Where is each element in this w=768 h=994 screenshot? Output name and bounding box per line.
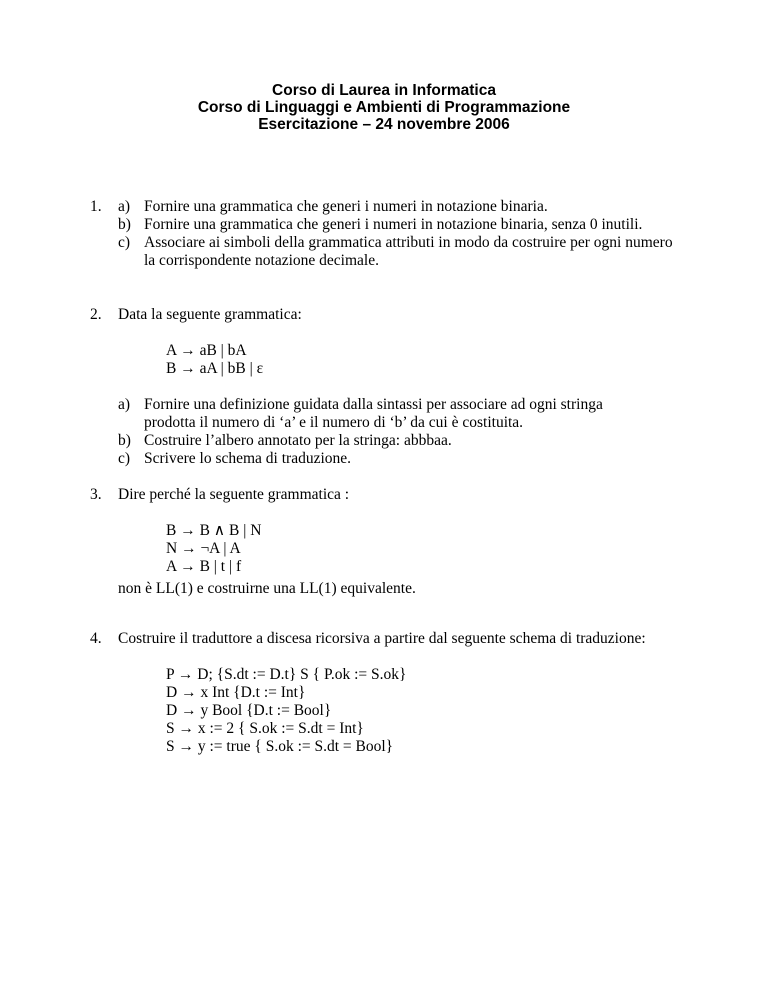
exercise-intro: Costruire il traduttore a discesa ricorsiva a partire dal seguente schema di traduzione: [118, 630, 646, 647]
item-label: c) [118, 450, 131, 467]
item-label: c) [118, 234, 131, 251]
item-label: a) [118, 396, 131, 413]
item-text: Scrivere lo schema di traduzione. [144, 450, 352, 467]
scheme-rule: S → y := true { S.ok := S.dt = Bool} [166, 738, 394, 755]
grammar-rule: B → aA | bB | ε [166, 360, 264, 377]
exercise-number: 1. [90, 198, 102, 215]
exercise-item [118, 234, 674, 270]
course-title: Corso di Laurea in Informatica [272, 82, 496, 99]
exercise-item [118, 216, 698, 234]
item-text: Fornire una definizione guidata dalla sintassi per associare ad ogni stringa prodotta il numero di ‘a’ e il numero di ‘b’ da cui è costituita. [144, 396, 603, 431]
exercise-number: 4. [90, 630, 102, 647]
grammar-rule: A → aB | bA [166, 342, 247, 359]
scheme-rule: D → x Int {D.t := Int} [166, 684, 306, 701]
exercise-item [118, 396, 644, 432]
item-text: Fornire una grammatica che generi i numeri in notazione binaria. [144, 198, 548, 215]
exercise-number: 3. [90, 486, 102, 503]
grammar-rule: N → ¬A | A [166, 540, 241, 557]
item-text: Costruire l’albero annotato per la stringa: abbbaa. [144, 432, 452, 449]
item-label: b) [118, 216, 131, 233]
item-text: Associare ai simboli della grammatica attributi in modo da costruire per ogni numero la corrispondente notazione decimale. [144, 234, 673, 269]
item-label: b) [118, 432, 131, 449]
exercise-item [118, 432, 698, 450]
grammar-rule: B → B ∧ B | N [166, 522, 262, 539]
scheme-rule: P → D; {S.dt := D.t} S { P.ok := S.ok} [166, 666, 407, 683]
item-label: a) [118, 198, 131, 215]
subject-title: Corso di Linguaggi e Ambienti di Programmazione [197, 99, 571, 116]
exercise-number: 2. [90, 306, 102, 323]
exercise-item [118, 198, 698, 216]
document-header [0, 82, 768, 133]
item-text: Fornire una grammatica che generi i numeri in notazione binaria, senza 0 inutili. [144, 216, 643, 233]
exercise-intro: Dire perché la seguente grammatica : [118, 486, 350, 503]
exercise-outro: non è LL(1) e costruirne una LL(1) equivalente. [118, 580, 416, 597]
grammar-rule: A → B | t | f [166, 558, 242, 575]
exercise-item [118, 450, 698, 468]
scheme-rule: D → y Bool {D.t := Bool} [166, 702, 332, 719]
scheme-rule: S → x := 2 { S.ok := S.dt = Int} [166, 720, 364, 737]
exercise-date-title: Esercitazione – 24 novembre 2006 [258, 116, 510, 133]
exercise-intro: Data la seguente grammatica: [118, 306, 302, 323]
